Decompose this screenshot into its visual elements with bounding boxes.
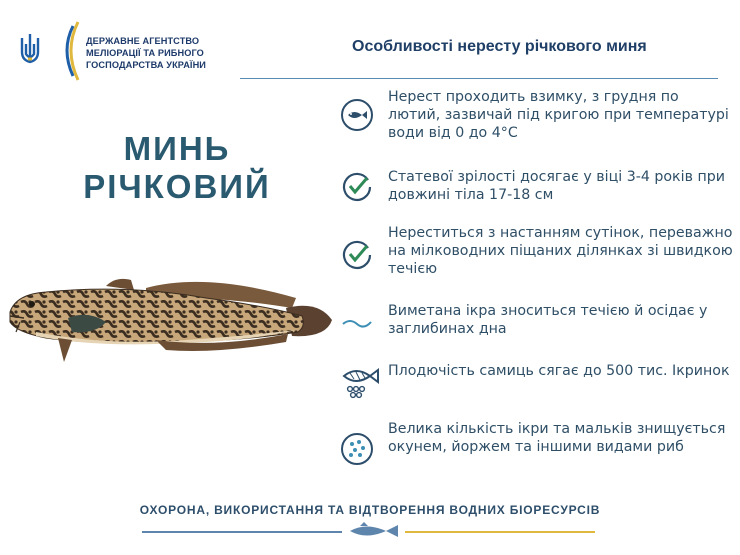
fact-text: Статевої зрілості досягає у віці 3-4 років при довжині тіла 17-18 см	[388, 169, 725, 203]
fish-with-eggs-icon	[340, 364, 380, 400]
burbot-illustration	[6, 270, 336, 365]
footer-slogan: ОХОРОНА, ВИКОРИСТАННЯ ТА ВІДТВОРЕННЯ ВОДНИХ БІОРЕСУРСІВ	[139, 503, 601, 517]
fact-eggs-drift	[340, 302, 735, 342]
fact-text: Плодючість самиць сягає до 500 тис. Ікринок	[388, 363, 730, 379]
title-divider	[240, 78, 718, 79]
check-circle-icon	[340, 170, 374, 204]
agency-logo	[18, 18, 218, 78]
footer-divider-right	[405, 531, 595, 533]
page-title: Особливості нересту річкового миня	[352, 38, 647, 55]
fact-predators	[340, 420, 735, 480]
fact-spawning-time	[340, 88, 735, 148]
fact-text: Нереститься з настанням сутінок, переважно на мілководних піщаних ділянках зі швидкою течією	[388, 225, 733, 277]
agency-line-2: МЕЛІОРАЦІЇ ТА РИБНОГО	[86, 48, 204, 58]
fact-spawning-place	[340, 224, 735, 284]
eggs-circle-icon	[340, 432, 374, 466]
check-circle-icon	[340, 238, 374, 272]
trident-icon	[18, 32, 42, 66]
footer-divider-left	[142, 531, 342, 533]
fact-fertility	[340, 362, 735, 402]
footer-fish-icon	[346, 522, 402, 540]
logo-arc-icon	[62, 20, 82, 82]
fact-text: Нерест проходить взимку, з грудня по лютий, зазвичай під кригою при температурі води від 0 до 4°С	[388, 89, 729, 141]
fact-text: Велика кількість ікри та мальків знищується окунем, йоржем та іншими видами риб	[388, 421, 726, 455]
fish-name-line-2: РІЧКОВИЙ	[83, 168, 271, 205]
agency-name	[86, 35, 206, 71]
wave-icon	[340, 306, 374, 340]
agency-line-3: ГОСПОДАРСТВА УКРАЇНИ	[86, 60, 207, 70]
fish-name	[52, 130, 302, 206]
fact-text: Виметана ікра зноситься течією й осідає у заглибинах дна	[388, 303, 708, 337]
fish-name-line-1: МИНЬ	[123, 130, 231, 167]
fish-in-circle-icon	[340, 98, 374, 132]
fact-maturity	[340, 168, 735, 208]
agency-line-1: ДЕРЖАВНЕ АГЕНТСТВО	[86, 36, 200, 46]
